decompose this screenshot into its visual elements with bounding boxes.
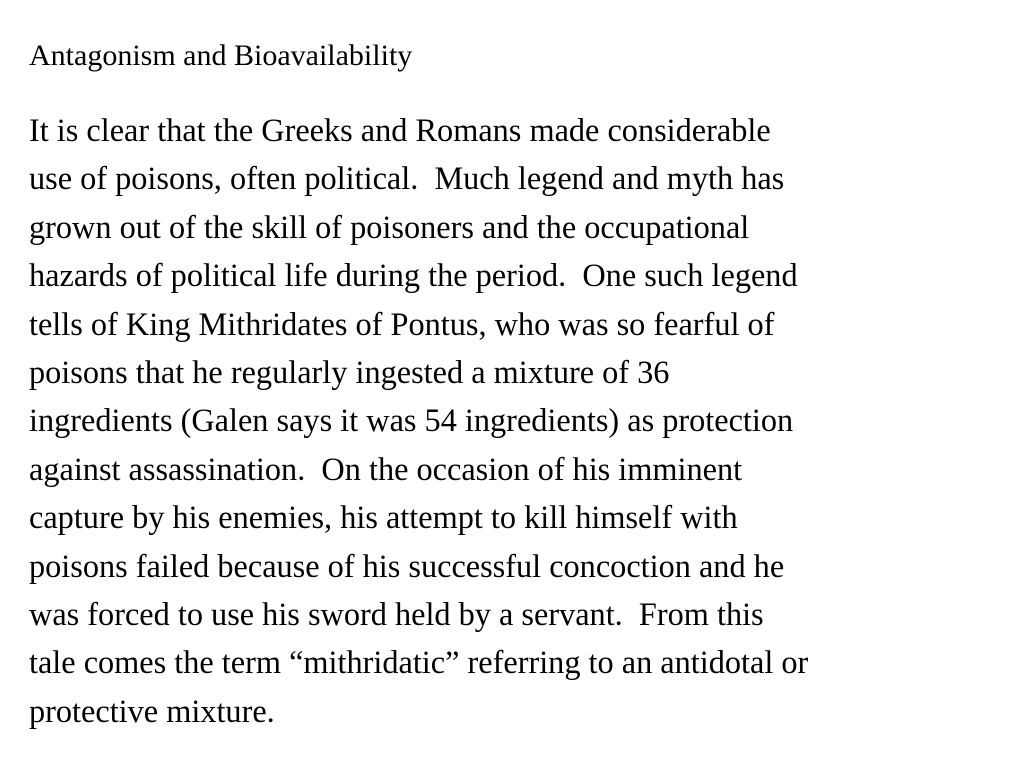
paragraph-line: poisons failed because of his successful concoction and he [29,547,785,584]
paragraph-line: use of poisons, often political. Much legend and myth has [29,160,785,197]
paragraph-line: It is clear that the Greeks and Romans made considerable [29,112,771,148]
paragraph-line: against assassination. On the occasion of his imminent [29,450,743,487]
body-paragraph [29,106,1019,735]
paragraph-line: tale comes the term “mithridatic” referring to an antidotal or [29,644,809,681]
paragraph-line: capture by his enemies, his attempt to kill himself with [29,499,738,536]
paragraph-line: hazards of political life during the period. One such legend [29,257,798,294]
paragraph-line: was forced to use his sword held by a servant. From this [29,596,764,633]
paragraph-line: tells of King Mithridates of Pontus, who was so fearful of [29,305,775,342]
paragraph-line: poisons that he regularly ingested a mixture of 36 [29,354,670,391]
slide-title: Antagonism and Bioavailability [29,39,413,72]
paragraph-line: ingredients (Galen says it was 54 ingredients) as protection [29,402,794,439]
paragraph-line: grown out of the skill of poisoners and the occupational [29,208,750,245]
paragraph-line: protective mixture. [29,692,275,729]
